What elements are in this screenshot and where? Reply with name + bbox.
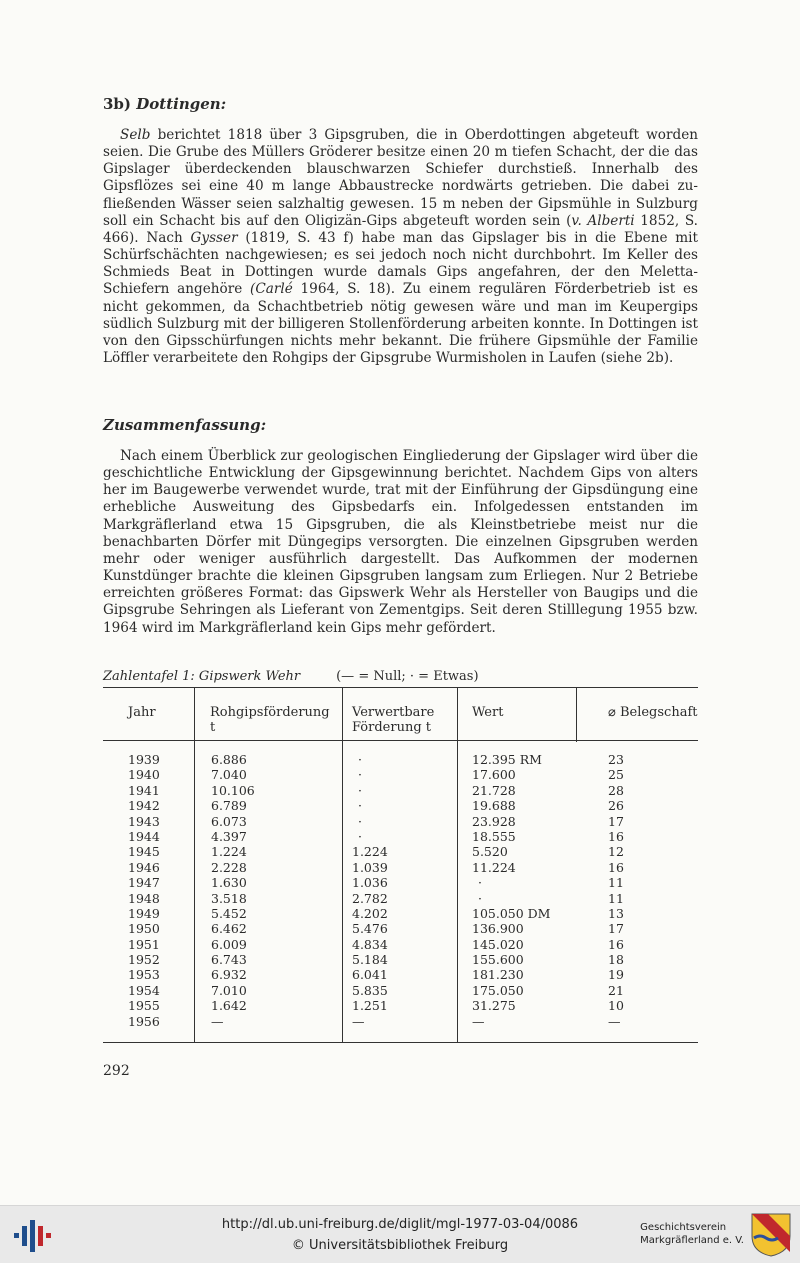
usable-output-cell: ·: [358, 813, 362, 829]
usable-output-cell: 1.039: [352, 859, 388, 875]
staff-cell: 11: [608, 890, 624, 906]
raw-output-cell: 6.743: [211, 952, 247, 968]
value-cell: 31.275: [472, 998, 516, 1014]
year-cell: 1939: [128, 752, 160, 767]
header-raw-output: Rohgipsförderung t: [210, 705, 330, 735]
column-value: [472, 752, 551, 1029]
usable-output-cell: 1.251: [352, 998, 388, 1014]
raw-output-cell: 10.106: [211, 782, 255, 798]
raw-output-cell: 6.932: [211, 967, 247, 983]
raw-output-cell: 6.009: [211, 936, 247, 952]
year-cell: 1954: [128, 982, 160, 998]
coat-of-arms-icon: [750, 1212, 792, 1258]
staff-cell: 16: [608, 828, 624, 844]
raw-output-cell: —: [211, 1013, 224, 1029]
value-cell: 11.224: [472, 859, 516, 875]
year-cell: 1952: [128, 952, 160, 968]
usable-output-cell: ·: [358, 828, 362, 844]
raw-output-cell: 3.518: [211, 890, 247, 906]
usable-output-cell: 1.036: [352, 875, 388, 891]
raw-output-cell: 6.789: [211, 798, 247, 814]
usable-output-cell: 5.184: [352, 952, 388, 968]
source-url-link[interactable]: http://dl.ub.uni-freiburg.de/diglit/mgl-1977-03-04/0086: [221, 1217, 579, 1232]
value-cell: 21.728: [472, 782, 516, 798]
year-cell: 1956: [128, 1013, 160, 1029]
table-header-rule: [103, 740, 698, 741]
value-cell: 145.020: [472, 936, 524, 952]
staff-cell: 18: [608, 952, 624, 968]
raw-output-cell: 7.010: [211, 982, 247, 998]
column-years: [128, 752, 160, 1029]
value-cell: 155.600: [472, 952, 524, 968]
raw-output-cell: 7.040: [211, 767, 247, 783]
value-cell: 175.050: [472, 982, 524, 998]
value-cell: 17.600: [472, 767, 516, 783]
footer-bar: [0, 1205, 800, 1263]
table-column-divider: [342, 687, 343, 1042]
value-cell: 5.520: [472, 844, 508, 860]
staff-cell: 26: [608, 798, 624, 814]
staff-cell: 17: [608, 921, 624, 937]
year-cell: 1947: [128, 875, 160, 891]
raw-output-cell: 5.452: [211, 905, 247, 921]
raw-output-cell: 2.228: [211, 859, 247, 875]
staff-cell: 16: [608, 936, 624, 952]
value-cell: 105.050 DM: [472, 905, 551, 921]
header-year: Jahr: [128, 705, 156, 720]
usable-output-cell: 1.224: [352, 844, 388, 860]
section-title: Dottingen:: [136, 95, 227, 113]
paragraph-summary: Nach einem Überblick zur geologischen Eingliederung der Gipslager wird über die geschichtliche Entwicklung der Gipsgewinnung berichtet. Nachdem Gips von alters her im Baugewerbe verwendet wurde, trat mit der Einführung der Gipsdüngung eine erhebliche Ausweitung des Gipsbedarfs ein. Infolgedessen entstanden im Markgräflerland etwa 15 Gipsgruben, die als Kleinstbetriebe meist nur die benachbarten Dörfer mit Düngegips versorgten. Die einzelnen Gipsgruben werden mehr oder weniger ausführlich dargestellt. Das Aufkommen der modernen Kunstdünger brachte die kleinen Gipsgruben langsam zum Erliegen. Nur 2 Betriebe erreichten größeres Format: das Gipswerk Wehr als Hersteller von Baugips und die Gipsgrube Sehringen als Lieferant von Zementgips. Seit deren Stilllegung 1955 bzw. 1964 wird im Markgräflerland kein Gips mehr gefördert.: [103, 448, 698, 636]
staff-cell: 10: [608, 998, 624, 1014]
value-cell: ·: [478, 875, 482, 891]
staff-cell: 12: [608, 844, 624, 860]
column-staff: [608, 752, 624, 1029]
header-usable-output: Verwertbare Förderung t: [352, 705, 435, 735]
usable-output-cell: ·: [358, 782, 362, 798]
value-cell: 19.688: [472, 798, 516, 814]
staff-cell: 13: [608, 905, 624, 921]
raw-output-cell: 6.462: [211, 921, 247, 937]
table-column-divider: [576, 687, 577, 742]
staff-cell: 21: [608, 982, 624, 998]
staff-cell: —: [608, 1013, 621, 1029]
year-cell: 1940: [128, 767, 160, 783]
year-cell: 1953: [128, 967, 160, 983]
column-raw-output: [211, 752, 255, 1029]
staff-cell: 17: [608, 813, 624, 829]
table-legend: (— = Null; · = Etwas): [336, 669, 479, 684]
summary-heading: Zusammenfassung:: [103, 416, 267, 434]
usable-output-cell: —: [352, 1013, 365, 1029]
year-cell: 1942: [128, 798, 160, 814]
staff-cell: 23: [608, 752, 624, 767]
staff-cell: 25: [608, 767, 624, 783]
year-cell: 1943: [128, 813, 160, 829]
year-cell: 1945: [128, 844, 160, 860]
staff-cell: 16: [608, 859, 624, 875]
value-cell: 136.900: [472, 921, 524, 937]
table-caption: Zahlentafel 1: Gipswerk Wehr (— = Null; · = Etwas): [103, 669, 479, 684]
usable-output-cell: 4.834: [352, 936, 388, 952]
year-cell: 1955: [128, 998, 160, 1014]
value-cell: 18.555: [472, 828, 516, 844]
table-column-divider: [457, 687, 458, 1042]
year-cell: 1949: [128, 905, 160, 921]
raw-output-cell: 6.886: [211, 752, 247, 767]
header-staff: ⌀ Belegschaft: [608, 705, 698, 720]
staff-cell: 28: [608, 782, 624, 798]
usable-output-cell: ·: [358, 752, 362, 767]
raw-output-cell: 4.397: [211, 828, 247, 844]
society-name: Geschichtsverein Markgräflerland e. V.: [640, 1222, 744, 1246]
raw-output-cell: 6.073: [211, 813, 247, 829]
year-cell: 1948: [128, 890, 160, 906]
raw-output-cell: 1.224: [211, 844, 247, 860]
value-cell: 12.395 RM: [472, 752, 542, 767]
usable-output-cell: 5.835: [352, 982, 388, 998]
year-cell: 1944: [128, 828, 160, 844]
raw-output-cell: 1.642: [211, 998, 247, 1014]
column-usable-output: [352, 752, 388, 1029]
copyright-text: © Universitätsbibliothek Freiburg: [291, 1238, 509, 1253]
paragraph-dottingen: Selb berichtet 1818 über 3 Gipsgruben, die in Oberdottingen abgeteuft worden seien. Die Grube des Müllers Gröderer besitze einen 20 m tiefen Schacht, der die das Gipslager überdeckenden blauschwarzen Schiefer durchstieß. Innerhalb des Gipsflözes sei eine 40 m lange Abbaustrecke nordwärts getrieben. Die dabei zufließenden Wässer seien salzhaltig gewesen. 15 m neben der Gipsmühle in Sulzburg soll ein Schacht bis auf den Oligizän-Gips abgeteuft worden sein (v. Alberti 1852, S. 466). Nach Gysser (1819, S. 43 f) habe man das Gipslager bis in die Ebene mit Schürfschächten nachgewiesen; es sei jedoch noch nicht durchbohrt. Im Keller des Schmieds Beat in Dottingen wurde damals Gips angefahren, der den Meletta-Schiefern angehöre (Carlé 1964, S. 18). Zu einem regulären Förderbetrieb ist es nicht gekommen, da Schachtbetrieb nötig gewesen wäre und man im Keupergips südlich Sulzburg mit der billigeren Stollenförderung arbeiten konnte. In Dottingen ist von den Gipsschürfungen nichts mehr bekannt. Die frühere Gipsmühle der Familie Löffler verarbeitete den Rohgips der Gipsgrube Wurmisholen in Laufen (siehe 2b).: [103, 127, 698, 367]
year-cell: 1950: [128, 921, 160, 937]
year-cell: 1951: [128, 936, 160, 952]
year-cell: 1946: [128, 859, 160, 875]
header-value: Wert: [472, 705, 504, 720]
usable-output-cell: 6.041: [352, 967, 388, 983]
usable-output-cell: 2.782: [352, 890, 388, 906]
table-bottom-rule: [103, 1042, 698, 1043]
raw-output-cell: 1.630: [211, 875, 247, 891]
table-top-rule: [103, 687, 698, 688]
usable-output-cell: 5.476: [352, 921, 388, 937]
section-heading-3b: 3b) Dottingen:: [103, 95, 227, 113]
staff-cell: 19: [608, 967, 624, 983]
table-column-divider: [194, 687, 195, 1042]
value-cell: ·: [478, 890, 482, 906]
usable-output-cell: ·: [358, 798, 362, 814]
value-cell: 181.230: [472, 967, 524, 983]
value-cell: —: [472, 1013, 485, 1029]
value-cell: 23.928: [472, 813, 516, 829]
usable-output-cell: ·: [358, 767, 362, 783]
staff-cell: 11: [608, 875, 624, 891]
page-number: 292: [103, 1063, 130, 1079]
year-cell: 1941: [128, 782, 160, 798]
usable-output-cell: 4.202: [352, 905, 388, 921]
